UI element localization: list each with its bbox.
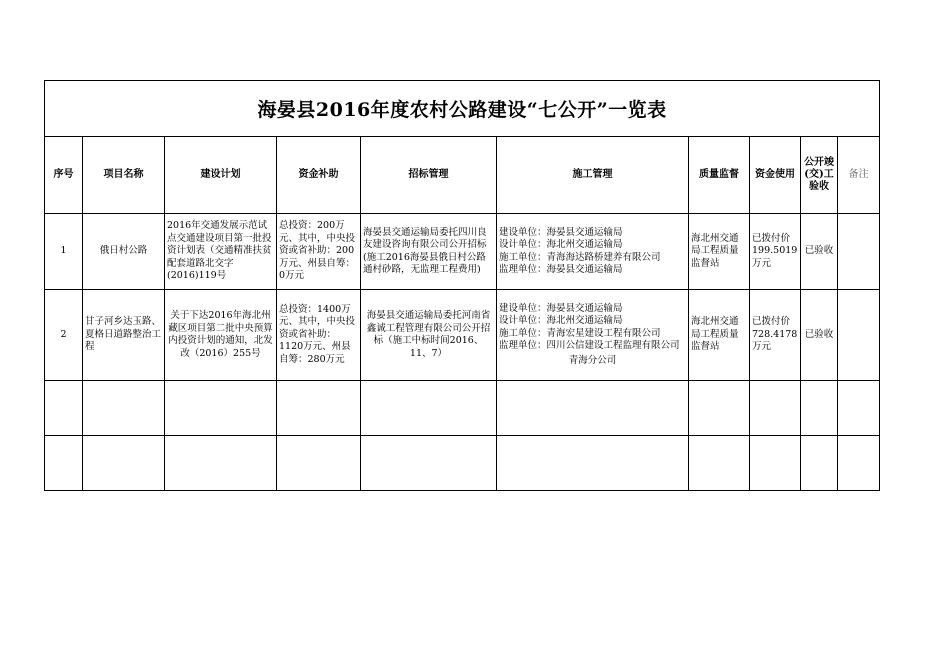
- empty-cell: [750, 436, 801, 491]
- cell-remarks: [838, 290, 880, 381]
- empty-row: [45, 436, 880, 491]
- header-funds: 资金补助: [277, 137, 361, 214]
- header-name: 项目名称: [83, 137, 165, 214]
- cell-usage: 已拨付价728.4178万元: [750, 290, 801, 381]
- empty-cell: [45, 436, 83, 491]
- empty-cell: [165, 436, 277, 491]
- empty-cell: [83, 381, 165, 436]
- cell-bidding: 海晏县交通运输局委托河南省鑫诚工程管理有限公司公开招标（施工中标时间2016、11、7）: [361, 290, 497, 381]
- cell-name: 俄日村公路: [83, 214, 165, 290]
- cell-completion: 已验收: [801, 214, 838, 290]
- empty-cell: [801, 381, 838, 436]
- empty-cell: [497, 381, 689, 436]
- header-construction: 施工管理: [497, 137, 689, 214]
- header-plan: 建设计划: [165, 137, 277, 214]
- cell-construction: 建设单位：海晏县交通运输局 设计单位：海北州交通运输局 施工单位：青海海达路桥建养有限公司 监理单位：海晏县交通运输局: [497, 214, 689, 290]
- empty-cell: [165, 381, 277, 436]
- cell-funds: 总投资：1400万元、其中，中央投资或省补助：1120万元、州县自筹：280万元: [277, 290, 361, 381]
- header-seq: 序号: [45, 137, 83, 214]
- cell-seq: 1: [45, 214, 83, 290]
- empty-cell: [361, 381, 497, 436]
- page-title: 海晏县2016年度农村公路建设“七公开”一览表: [45, 81, 880, 137]
- cell-bidding: 海晏县交通运输局委托四川良友建设咨询有限公司公开招标(施工2016海晏县俄日村公路通村砂路，无监理工程费用): [361, 214, 497, 290]
- empty-cell: [277, 436, 361, 491]
- empty-cell: [83, 436, 165, 491]
- empty-cell: [838, 381, 880, 436]
- cell-funds: 总投资：200万元、其中，中央投资或省补助：200万元、州县自筹：0万元: [277, 214, 361, 290]
- empty-cell: [45, 381, 83, 436]
- header-usage: 资金使用: [750, 137, 801, 214]
- header-bidding: 招标管理: [361, 137, 497, 214]
- cell-completion: 已验收: [801, 290, 838, 381]
- cell-construction-extra: 青海分公司: [568, 354, 617, 366]
- cell-remarks: [838, 214, 880, 290]
- cell-usage: 已拨付价199.5019万元: [750, 214, 801, 290]
- header-completion: 公开竣(交)工验收: [801, 137, 838, 214]
- empty-cell: [689, 436, 750, 491]
- cell-plan: 2016年交通发展示范试点交通建设项目第一批投资计划表（交通精准扶贫配套道路北交字(2016)119号: [165, 214, 277, 290]
- empty-cell: [838, 436, 880, 491]
- empty-row: [45, 381, 880, 436]
- header-row: [45, 137, 880, 214]
- table-row: [45, 214, 880, 290]
- cell-construction-wrapper: [497, 290, 689, 381]
- empty-cell: [801, 436, 838, 491]
- cell-plan: 关于下达2016年海北州藏区项目第二批中央预算内投资计划的通知，北发改（2016）255号: [165, 290, 277, 381]
- empty-cell: [750, 381, 801, 436]
- cell-name: 甘子河乡达玉路、夏格日道路整治工程: [83, 290, 165, 381]
- empty-cell: [497, 436, 689, 491]
- cell-quality: 海北州交通局工程质量监督站: [689, 214, 750, 290]
- empty-cell: [361, 436, 497, 491]
- cell-seq: 2: [45, 290, 83, 381]
- document-sheet: [44, 80, 879, 491]
- header-remarks: 备注: [838, 137, 880, 214]
- empty-cell: [689, 381, 750, 436]
- table-row: [45, 290, 880, 381]
- empty-cell: [277, 381, 361, 436]
- project-table: [44, 80, 880, 491]
- header-quality: 质量监督: [689, 137, 750, 214]
- cell-construction: 建设单位：海晏县交通运输局 设计单位：海北州交通运输局 施工单位：青海宏星建设工程有限公司 监理单位：四川公信建设工程监理有限公司: [499, 302, 680, 352]
- cell-quality: 海北州交通局工程质量监督站: [689, 290, 750, 381]
